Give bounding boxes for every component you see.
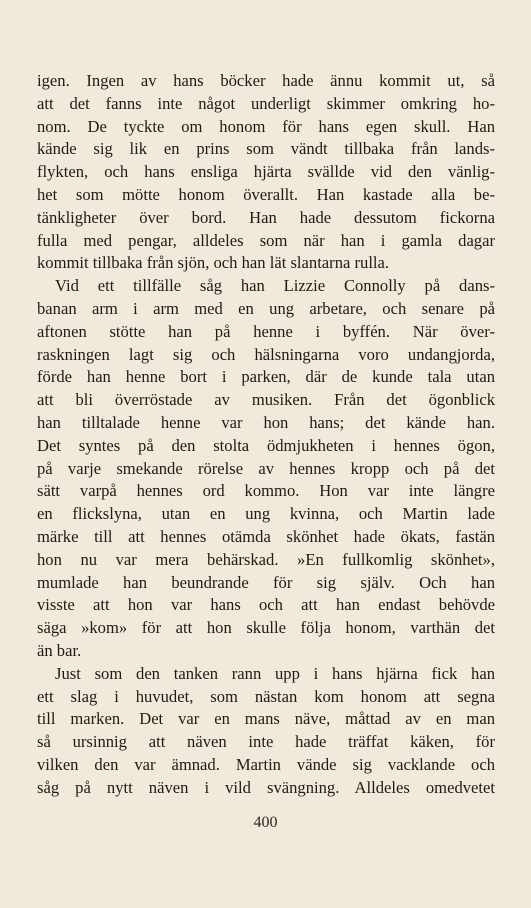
text-line: raskningen lagt sig och hälsningarna voro undangjorda,	[37, 344, 495, 364]
text-line: en flickslyna, utan en ung kvinna, och Martin lade	[37, 504, 495, 524]
text-line: vilken den var ämnad. Martin vände sig vacklande och	[37, 754, 495, 774]
text-line: så ursinnig att näven inte hade träffat käken, för	[37, 732, 495, 752]
text-line: kommit tillbaka från sjön, och han lät slantarna rulla.	[37, 253, 390, 273]
text-line: än bar.	[37, 640, 82, 660]
body-text	[37, 70, 495, 800]
text-line: säga »kom» för att hon skulle följa honom, varthän det	[37, 618, 495, 638]
text-line: banan arm i arm med en ung arbetare, och senare på	[37, 298, 495, 318]
text-line: tänkligheter över bord. Han hade dessutom fickorna	[37, 207, 495, 227]
page-number: 400	[253, 814, 278, 831]
text-line: förde han henne bort i parken, där de kunde tala utan	[37, 367, 495, 387]
text-line: Det syntes på den stolta ödmjukheten i hennes ögon,	[37, 435, 495, 455]
paragraph	[37, 70, 495, 275]
text-line: hon nu var mera behärskad. »En fullkomlig skönhet»,	[37, 549, 495, 569]
text-line: han tilltalade henne var hon hans; det kände han.	[37, 412, 495, 432]
text-line: flykten, och hans ensliga hjärta svällde vid den vänlig-	[37, 162, 495, 182]
text-line: att det fanns inte något underligt skimmer omkring ho-	[37, 93, 495, 113]
text-line: aftonen stötte han på henne i byffén. När över-	[37, 321, 495, 341]
text-line: sätt varpå hennes ord kommo. Hon var inte längre	[37, 481, 495, 501]
text-line: märke till att hennes otämda skönhet hade ökats, fastän	[37, 526, 495, 546]
text-line: het som mötte honom överallt. Han kastade alla be-	[37, 184, 495, 204]
paragraph	[37, 275, 495, 663]
text-line: Just som den tanken rann upp i hans hjärna fick han	[55, 663, 495, 683]
text-line: visste att hon var hans och att han endast behövde	[37, 595, 495, 615]
text-line: nom. De tyckte om honom för hans egen skull. Han	[37, 116, 495, 136]
text-line: till marken. Det var en mans näve, måttad av en man	[37, 709, 495, 729]
text-line: Vid ett tillfälle såg han Lizzie Connolly på dans-	[55, 276, 495, 296]
paragraph	[37, 663, 495, 800]
text-line: på varje smekande rörelse av hennes kropp och på det	[37, 458, 495, 478]
text-line: mumlade han beundrande för sig själv. Och han	[37, 572, 495, 592]
text-line: att bli överröstade av musiken. Från det ögonblick	[37, 390, 495, 410]
text-line: fulla med pengar, alldeles som när han i gamla dagar	[37, 230, 495, 250]
text-line: såg på nytt näven i vild svängning. Alldeles omedvetet	[37, 777, 495, 797]
text-line: ett slag i huvudet, som nästan kom honom att segna	[37, 686, 495, 706]
text-line: kände sig lik en prins som vändt tillbaka från lands-	[37, 139, 495, 159]
text-line: igen. Ingen av hans böcker hade ännu kommit ut, så	[37, 71, 495, 90]
